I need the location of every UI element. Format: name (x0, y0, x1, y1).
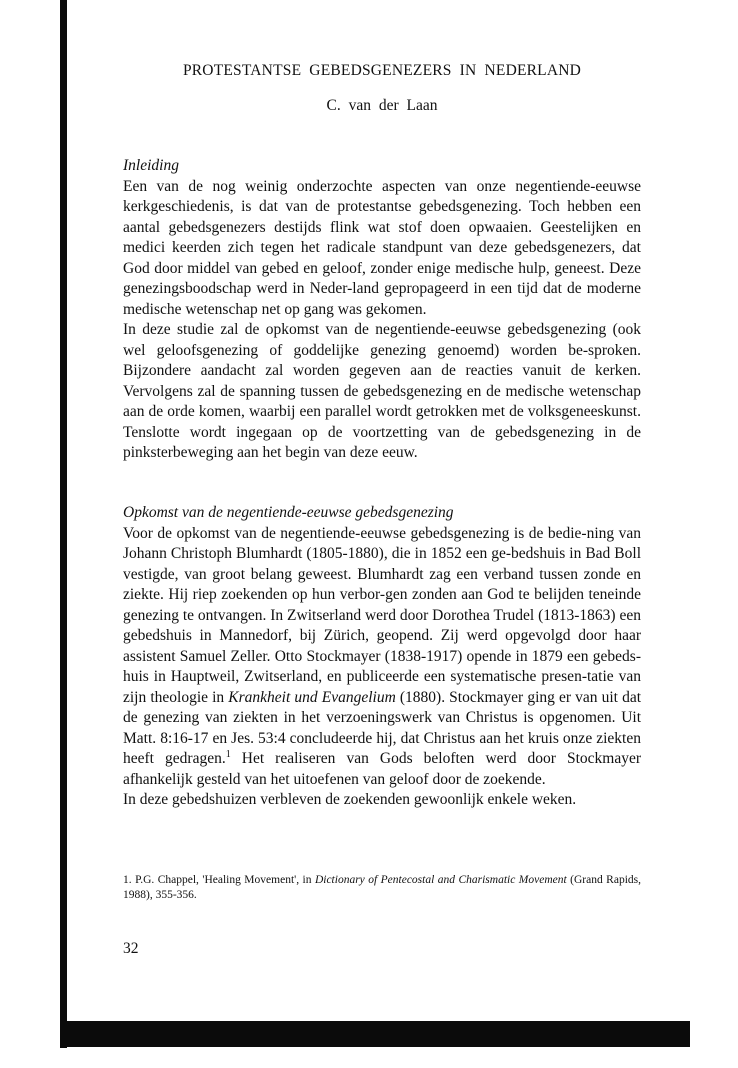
footnote (123, 873, 641, 903)
section-heading: Opkomst van de negentiende-eeuwse gebedsgenezing (123, 504, 454, 521)
paragraph-text: Voor de opkomst van de negentiende-eeuwse gebedsgenezing is de bedie-ning van Johann Christoph Blumhardt (1805-1880), die in 1852 een ge-bedshuis in Bad Boll vestigde, van groot belang geweest. Blumhardt zag een verband tussen zonde en ziekte. Hij riep zoekenden op hun verbor-gen zonden aan God te belijden teneinde genezing te ontvangen. In Zwitserland werd door Dorothea Trudel (1813-1863) een gebedshuis in Mannedorf, bij Zürich, geopend. Zij werd opgevolgd door haar assistent Samuel Zeller. Otto Stockmayer (1838-1917) opende in 1879 een gebeds-huis in Hauptweil, Zwitserland, en publiceerde een systematische presen-tatie van zijn theologie in (123, 524, 641, 706)
footnote-work: Dictionary of Pentecostal and Charismatic Movement (314, 874, 567, 886)
section-opkomst (123, 503, 641, 811)
book-title: Krankheit und Evangelium (228, 688, 396, 706)
scan-bottom-border (60, 1021, 690, 1047)
page-number: 32 (123, 940, 139, 957)
article-author: C. van der Laan (326, 97, 438, 114)
footnote-marker: 1 (225, 748, 231, 760)
paragraph (123, 524, 641, 791)
section-heading: Inleiding (123, 157, 179, 174)
paragraph-text: Het realiseren van Gods beloften werd door Stockmayer afhankelijk gesteld van het uitoefenen van geloof door de zoekende. (123, 750, 641, 788)
footnote-text: (Grand Rapids, 1988), 355-356. (123, 874, 641, 901)
paragraph: In deze studie zal de opkomst van de negentiende-eeuwse gebedsgenezing (ook wel geloofsgenezing of goddelijke genezing genoemd) worden be-sproken. Bijzondere aandacht zal worden gegeven aan de reacties vanuit de kerken. Vervolgens zal de spanning tussen de gebedsgenezing en de medische wetenschap aan de orde komen, waarbij een parallel wordt getrokken met de volksgeneeskunst. Tenslotte wordt ingegaan op de voortzetting van de gebedsgenezing in de pinksterbeweging aan het begin van deze eeuw. (123, 321, 641, 461)
scan-left-border (60, 0, 67, 1048)
footnote-text: 1. P.G. Chappel, 'Healing Movement', in (123, 874, 315, 886)
paragraph: Een van de nog weinig onderzochte aspecten van onze negentiende-eeuwse kerkgeschiedenis, is dat van de protestantse gebedsgenezing. Toch hebben een aantal gebedsgenezers destijds flink wat stof doen opwaaien. Geestelijken en medici keerden zich tegen het radicale standpunt van deze gebedsgenezers, dat God door middel van gebed en geloof, zonder enige medische hulp, geneest. Deze genezingsboodschap werd in Neder-land gepropageerd in een tijd dat de moderne medische wetenschap net op gang was gekomen. (123, 177, 641, 318)
paragraph: In deze gebedshuizen verbleven de zoekenden gewoonlijk enkele weken. (123, 791, 577, 808)
paragraph-text: (1880). Stockmayer ging er van uit dat de genezing van ziekten in het verzoeningswerk van Christus is opgenomen. Uit Matt. 8:16-17 en Jes. 53:4 concludeerde hij, dat Christus aan het kruis onze ziekten heeft gedragen. (123, 688, 642, 767)
article-title: PROTESTANTSE GEBEDSGENEZERS IN NEDERLAND (182, 62, 582, 79)
section-inleiding (123, 156, 641, 464)
